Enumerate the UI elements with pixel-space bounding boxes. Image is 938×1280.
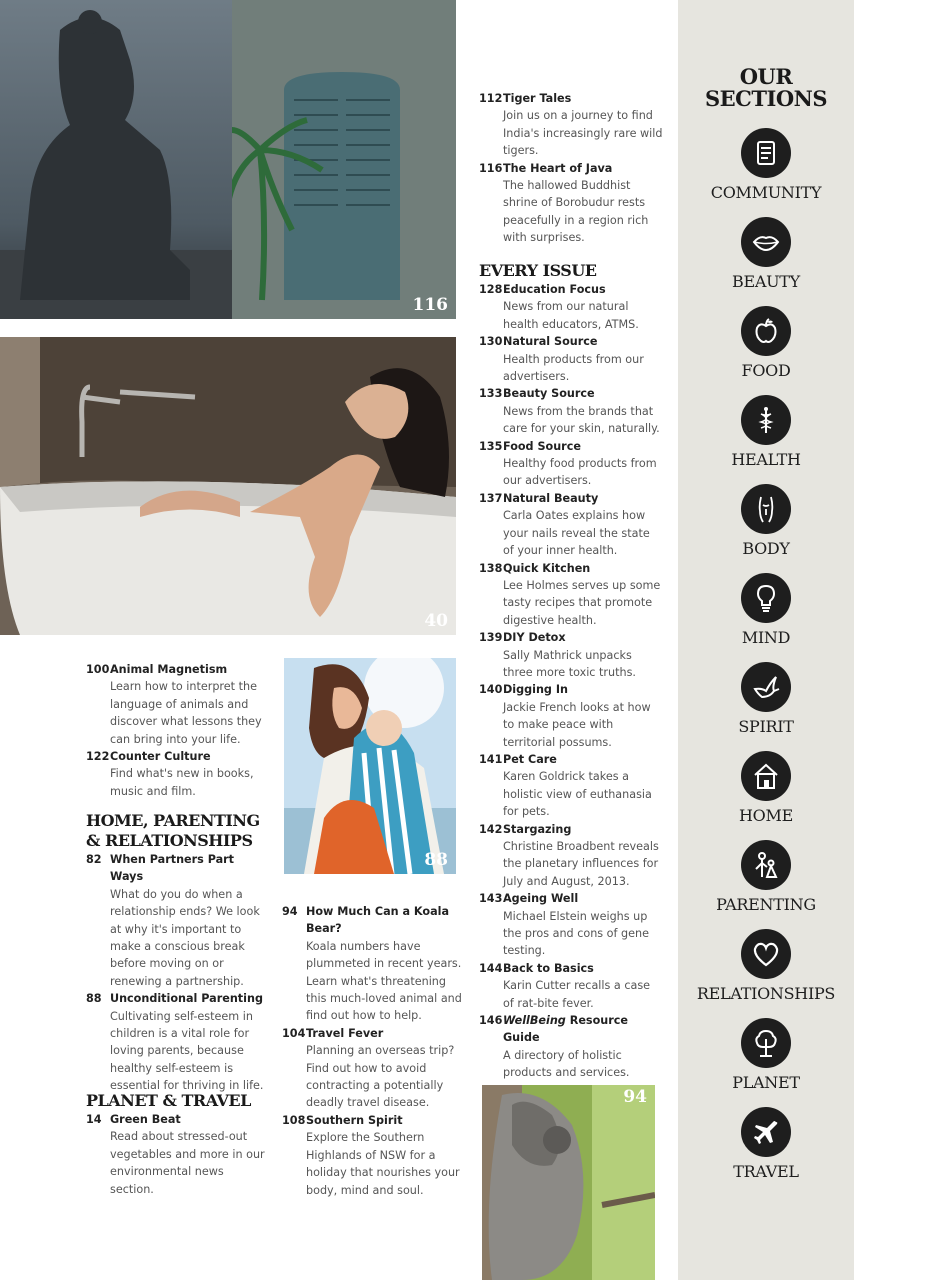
toc-entry[interactable]: 146 WellBeing Resource Guide A directory of holistic products and services. (479, 1012, 664, 1082)
entry-description: Carla Oates explains how your nails reveal the state of your inner health. (503, 509, 650, 558)
sidebar-item-label: MIND (741, 628, 791, 647)
sidebar-item-spirit[interactable] (678, 662, 854, 736)
toc-entry[interactable]: 142 Stargazing Christine Broadbent reveals the planetary influences for July and August, 2013. (479, 821, 664, 891)
entry-description: Jackie French looks at how to make peace with territorial possums. (503, 700, 651, 749)
koala-photo (482, 1085, 655, 1280)
torso-icon (750, 493, 782, 525)
toc-entry[interactable]: 137 Natural Beauty Carla Oates explains how your nails reveal the state of your inner health. (479, 490, 664, 560)
photo-page-number: 94 (623, 1087, 647, 1107)
house-icon (750, 760, 782, 792)
photo-page-number: 116 (412, 295, 448, 315)
entry-title: Animal Magnetism (110, 663, 228, 676)
java-shutter-photo (232, 0, 456, 319)
sidebar-item-label: FOOD (741, 361, 791, 380)
toc-entry[interactable]: 94 How Much Can a Koala Bear? Koala numbers have plummeted in recent years. Learn what's threatening this much-loved animal and find out how to help. (282, 903, 462, 1025)
left-column-planet (86, 1091, 266, 1198)
sidebar-item-community[interactable] (678, 128, 854, 202)
bath-photo (0, 337, 456, 635)
lightbulb-icon (750, 582, 782, 614)
section-heading-home: HOME, PARENTING & RELATIONSHIPS (86, 811, 260, 850)
entry-description: What do you do when a relationship ends? We look at why it's important to make a conscious break before moving on or renewing a partnership. (110, 887, 260, 988)
entry-description: Michael Elstein weighs up the pros and cons of gene testing. (503, 909, 649, 958)
sidebar-item-mind[interactable] (678, 573, 854, 647)
apple-icon (750, 315, 782, 347)
photo-page-number: 88 (424, 850, 448, 870)
sidebar-item-label: BEAUTY (732, 272, 800, 291)
airplane-icon (750, 1116, 782, 1148)
toc-entry[interactable]: 100 Animal Magnetism Learn how to interpret the language of animals and discover what lessons they can bring into your life. (86, 661, 266, 748)
sidebar-item-health[interactable] (678, 395, 854, 469)
entry-title: Ageing Well (503, 892, 579, 906)
entry-title: Education Focus (503, 283, 606, 296)
entry-title: Travel Fever (306, 1026, 384, 1040)
entry-title: Digging In (503, 683, 568, 697)
toc-entry[interactable]: 133 Beauty Source News from the brands that care for your skin, naturally. (479, 385, 664, 437)
toc-entry[interactable]: 130 Natural Source Health products from our advertisers. (479, 333, 664, 385)
sidebar-item-beauty[interactable] (678, 217, 854, 291)
caduceus-icon (750, 404, 782, 436)
our-sections-sidebar (678, 0, 854, 1280)
entry-title: WellBeing Resource Guide (503, 1014, 628, 1045)
toc-entry[interactable]: 138 Quick Kitchen Lee Holmes serves up some tasty recipes that promote digestive health. (479, 560, 664, 630)
toc-entry[interactable]: 88 Unconditional Parenting Cultivating self-esteem in children is a vital role for loving parents, because healthy self-esteem is essential for thriving in life. (86, 990, 266, 1094)
section-heading-every-issue: EVERY ISSUE (479, 261, 597, 280)
document-icon (750, 137, 782, 169)
toc-entry[interactable]: 135 Food Source Healthy food products from our advertisers. (479, 438, 664, 490)
sidebar-item-label: HEALTH (731, 450, 801, 469)
sidebar-item-home[interactable] (678, 751, 854, 825)
toc-entry[interactable]: 112 Tiger Tales Join us on a journey to find India's increasingly rare wild tigers. (479, 90, 664, 160)
left-column-home (86, 811, 266, 1095)
sidebar-item-label: PLANET (732, 1073, 800, 1092)
toc-entry[interactable]: 14 Green Beat Read about stressed-out vegetables and more in our environmental news section. (86, 1111, 266, 1198)
parenting-photo (284, 658, 456, 874)
toc-entry[interactable]: 144 Back to Basics Karin Cutter recalls a case of rat-bite fever. (479, 960, 664, 1012)
entry-description: Health products from our advertisers. (503, 352, 644, 384)
toc-entry[interactable]: 140 Digging In Jackie French looks at how to make peace with territorial possums. (479, 681, 664, 751)
entry-title: Southern Spirit (306, 1113, 403, 1127)
entry-title: Quick Kitchen (503, 561, 591, 575)
toc-entry[interactable]: 141 Pet Care Karen Goldrick takes a holistic view of euthanasia for pets. (479, 751, 664, 821)
heart-icon (750, 938, 782, 970)
entry-description: Explore the Southern Highlands of NSW for a holiday that nourishes your body, mind and soul. (306, 1131, 460, 1197)
entry-description: Planning an overseas trip? Find out how to avoid contracting a potentially deadly travel disease. (306, 1044, 455, 1110)
right-column-every-issue (479, 261, 664, 1082)
toc-entry[interactable]: 108 Southern Spirit Explore the Southern Highlands of NSW for a holiday that nourishes your body, mind and soul. (282, 1112, 462, 1199)
entry-description: Lee Holmes serves up some tasty recipes that promote digestive health. (503, 578, 661, 627)
sidebar-item-relationships[interactable] (678, 929, 854, 1003)
entry-description: Sally Mathrick unpacks three more toxic truths. (503, 648, 636, 679)
entry-title: When Partners Part Ways (110, 853, 235, 884)
entry-description: Karen Goldrick takes a holistic view of euthanasia for pets. (503, 770, 652, 819)
sidebar-item-food[interactable] (678, 306, 854, 380)
middle-column (282, 903, 462, 1199)
toc-entry[interactable]: 104 Travel Fever Planning an overseas trip? Find out how to avoid contracting a potentially deadly travel disease. (282, 1025, 462, 1112)
entry-title: Tiger Tales (503, 92, 572, 105)
entry-description: Healthy food products from our advertisers. (503, 457, 657, 488)
entry-title: Pet Care (503, 752, 557, 766)
toc-entry[interactable]: 116 The Heart of Java The hallowed Buddhist shrine of Borobudur rests peacefully in a region rich with surprises. (479, 160, 664, 247)
sidebar-item-parenting[interactable] (678, 840, 854, 914)
entry-description: News from the brands that care for your skin, naturally. (503, 404, 660, 436)
entry-title: Back to Basics (503, 961, 594, 975)
sidebar-item-label: HOME (739, 806, 793, 825)
entry-title: Food Source (503, 439, 581, 453)
entry-title: Counter Culture (110, 750, 211, 764)
entry-description: Koala numbers have plummeted in recent years. Learn what's threatening this much-loved animal and find out how to help. (306, 939, 462, 1023)
toc-entry[interactable]: 143 Ageing Well Michael Elstein weighs up the pros and cons of gene testing. (479, 890, 664, 960)
toc-entry[interactable]: 82 When Partners Part Ways What do you do when a relationship ends? We look at why it's important to make a conscious break before moving on or renewing a partnership. (86, 851, 266, 990)
section-heading-planet: PLANET & TRAVEL (86, 1091, 251, 1110)
entry-description: A directory of holistic products and services. (503, 1048, 630, 1080)
entry-title: Green Beat (110, 1113, 181, 1126)
entry-title: Unconditional Parenting (110, 992, 263, 1006)
entry-title: Beauty Source (503, 387, 595, 401)
dove-icon (750, 671, 782, 703)
tree-icon (750, 1027, 782, 1059)
toc-entry[interactable]: 122 Counter Culture Find what's new in books, music and film. (86, 748, 266, 800)
entry-title: Natural Source (503, 335, 598, 349)
entry-description: Read about stressed-out vegetables and more in our environmental news section. (110, 1130, 265, 1196)
lips-icon (750, 226, 782, 258)
entry-description: Find what's new in books, music and film. (110, 767, 254, 798)
sidebar-item-label: COMMUNITY (710, 183, 822, 202)
entry-description: Cultivating self-esteem in children is a vital role for loving parents, because healthy self-esteem is essential for thriving in life. (110, 1009, 264, 1093)
toc-entry[interactable]: 128 Education Focus News from our natural health educators, ATMS. (479, 281, 664, 333)
entry-title: The Heart of Java (503, 161, 613, 175)
sidebar-item-planet[interactable] (678, 1018, 854, 1092)
entry-title: Natural Beauty (503, 491, 599, 505)
sidebar-item-travel[interactable] (678, 1107, 854, 1181)
entry-title: Stargazing (503, 822, 572, 836)
left-column (86, 661, 266, 800)
sidebar-item-label: SPIRIT (738, 717, 794, 736)
sidebar-item-label: RELATIONSHIPS (696, 984, 836, 1003)
buddha-photo (0, 0, 232, 319)
entry-description: Join us on a journey to find India's increasingly rare wild tigers. (503, 109, 663, 158)
toc-entry[interactable]: 139 DIY Detox Sally Mathrick unpacks three more toxic truths. (479, 629, 664, 681)
right-column (479, 90, 664, 247)
sidebar-heading: OUR SECTIONS (705, 64, 827, 111)
sidebar-item-label: BODY (742, 539, 790, 558)
photo-page-number: 40 (424, 611, 448, 631)
parent-child-icon (750, 849, 782, 881)
sidebar-item-body[interactable] (678, 484, 854, 558)
entry-title: How Much Can a Koala Bear? (306, 905, 450, 936)
entry-description: Karin Cutter recalls a case of rat-bite fever. (503, 979, 651, 1010)
entry-description: News from our natural health educators, ATMS. (503, 300, 639, 331)
entry-description: Christine Broadbent reveals the planetary influences for July and August, 2013. (503, 840, 659, 888)
sidebar-item-label: TRAVEL (733, 1162, 799, 1181)
sidebar-item-label: PARENTING (716, 895, 816, 914)
entry-title: DIY Detox (503, 631, 566, 645)
entry-description: Learn how to interpret the language of animals and discover what lessons they can bring into your life. (110, 680, 262, 746)
entry-description: The hallowed Buddhist shrine of Borobudur rests peacefully in a region rich with surprises. (503, 179, 649, 245)
